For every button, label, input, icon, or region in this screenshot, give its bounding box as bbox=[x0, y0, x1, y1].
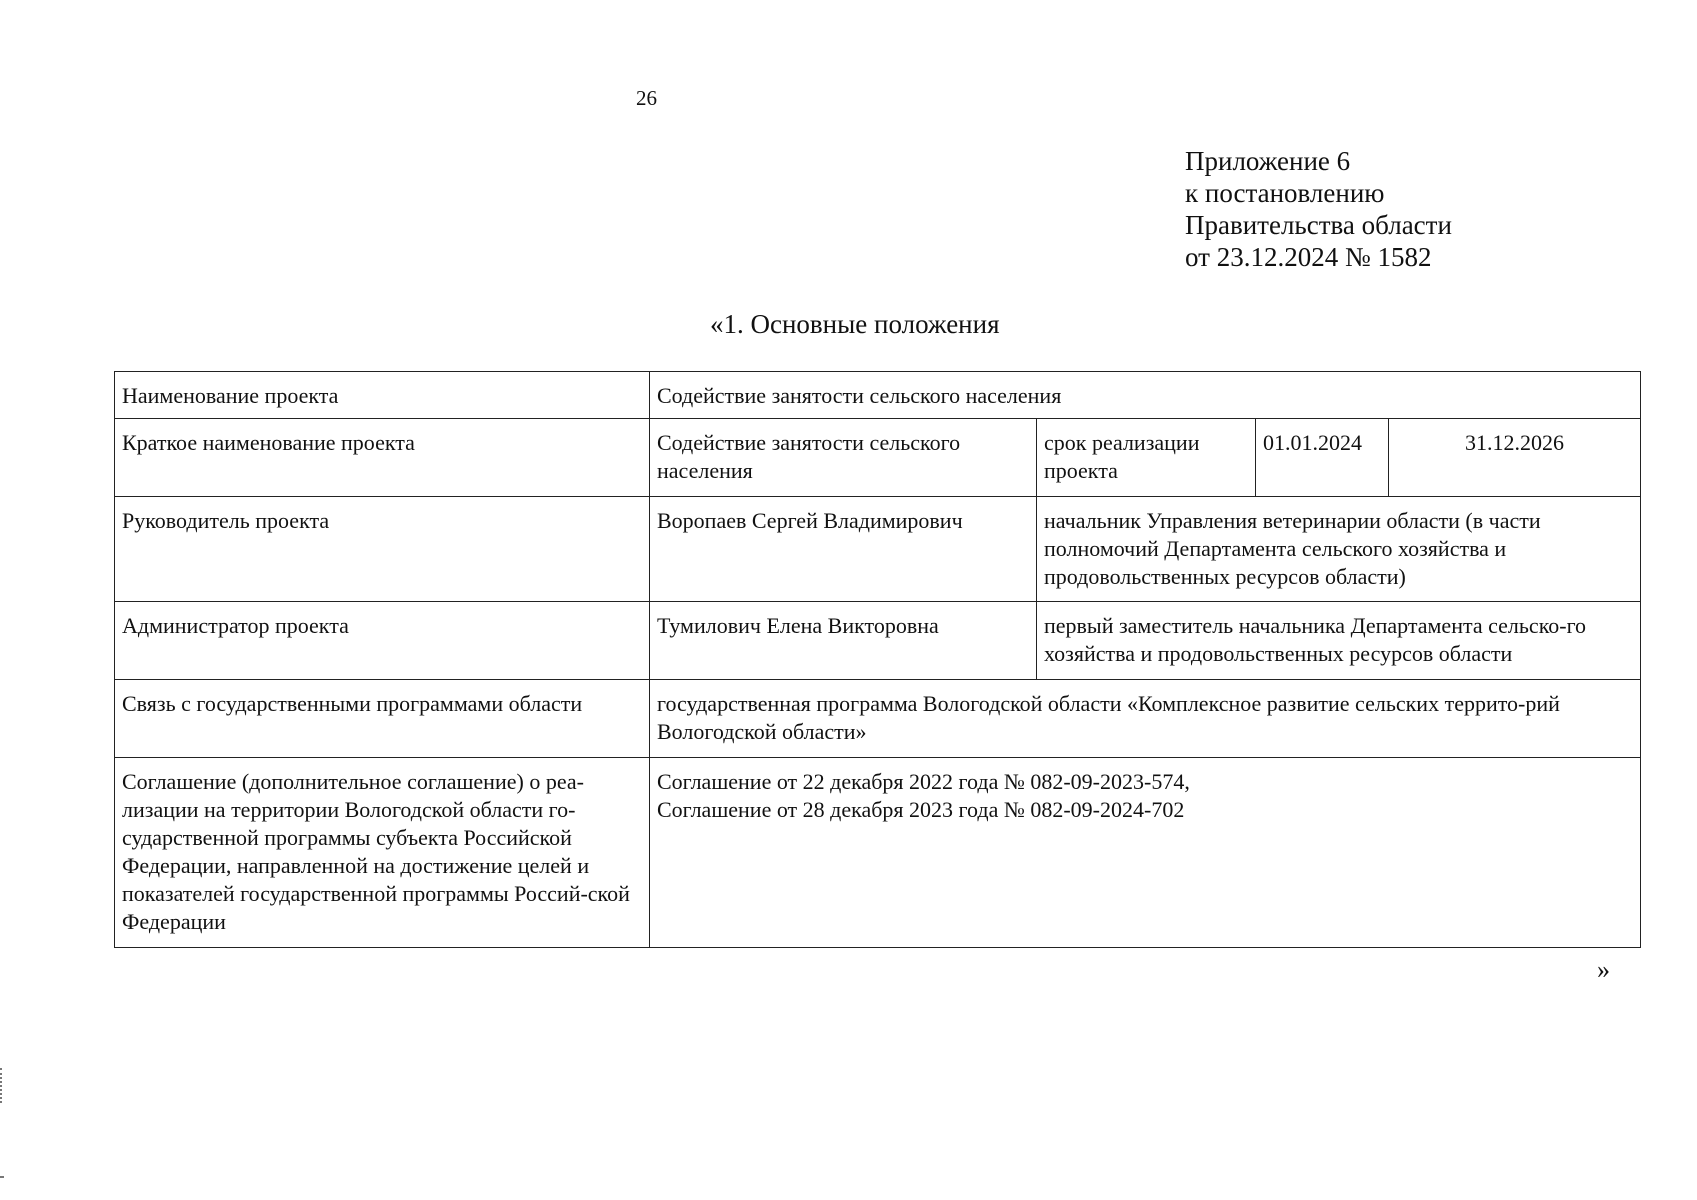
row-label-cell: Наименование проекта bbox=[115, 372, 650, 419]
appendix-header bbox=[1185, 145, 1452, 273]
closing-quote: » bbox=[1597, 955, 1610, 984]
leader-position-cell: начальник Управления ветеринарии области (в части полномочий Департамента сельского хозяйства и продовольственных ресурсов области) bbox=[1037, 497, 1641, 602]
table-row bbox=[115, 419, 1641, 497]
table-row bbox=[115, 372, 1641, 419]
end-date-cell: 31.12.2026 bbox=[1389, 419, 1641, 497]
project-info-table bbox=[114, 371, 1641, 948]
row-label-cell: Краткое наименование проекта bbox=[115, 419, 650, 497]
page-number: 26 bbox=[636, 86, 657, 110]
scan-edge-marks bbox=[0, 1068, 7, 1103]
table-row bbox=[115, 680, 1641, 758]
appendix-line: Правительства области bbox=[1185, 210, 1452, 240]
table-row bbox=[115, 758, 1641, 948]
state-program-cell: государственная программа Вологодской области «Комплексное развитие сельских террито-рий Вологодской области» bbox=[650, 680, 1641, 758]
appendix-line: к постановлению bbox=[1185, 178, 1385, 208]
scan-edge-mark bbox=[0, 1176, 4, 1178]
appendix-line: Приложение 6 bbox=[1185, 146, 1351, 176]
row-label-cell: Связь с государственными программами области bbox=[115, 680, 650, 758]
administrator-position-cell: первый заместитель начальника Департамента сельско-го хозяйства и продовольственных ресурсов области bbox=[1037, 602, 1641, 680]
leader-name-cell: Воропаев Сергей Владимирович bbox=[650, 497, 1037, 602]
appendix-date-line: от 23.12.2024 № 1582 bbox=[1185, 242, 1432, 272]
administrator-name-cell: Тумилович Елена Викторовна bbox=[650, 602, 1037, 680]
section-title: «1. Основные положения bbox=[710, 309, 1000, 339]
agreement-line: Соглашение от 22 декабря 2022 года № 082-09-2023-574, bbox=[657, 769, 1190, 794]
row-label-cell: Соглашение (дополнительное соглашение) о реа-лизации на территории Вологодской области го-сударственной программы субъекта Российской Федерации, направленной на достижение целей и показателей государственной программы Россий-ской Федерации bbox=[115, 758, 650, 948]
agreement-line: Соглашение от 28 декабря 2023 года № 082-09-2024-702 bbox=[657, 797, 1185, 822]
row-label-cell: Администратор проекта bbox=[115, 602, 650, 680]
row-label-cell: Руководитель проекта bbox=[115, 497, 650, 602]
project-name-cell: Содействие занятости сельского населения bbox=[650, 372, 1641, 419]
agreement-cell bbox=[650, 758, 1641, 948]
short-name-cell: Содействие занятости сельского населения bbox=[650, 419, 1037, 497]
table-row bbox=[115, 497, 1641, 602]
start-date-cell: 01.01.2024 bbox=[1256, 419, 1389, 497]
term-label-cell: срок реализации проекта bbox=[1037, 419, 1256, 497]
table-row bbox=[115, 602, 1641, 680]
